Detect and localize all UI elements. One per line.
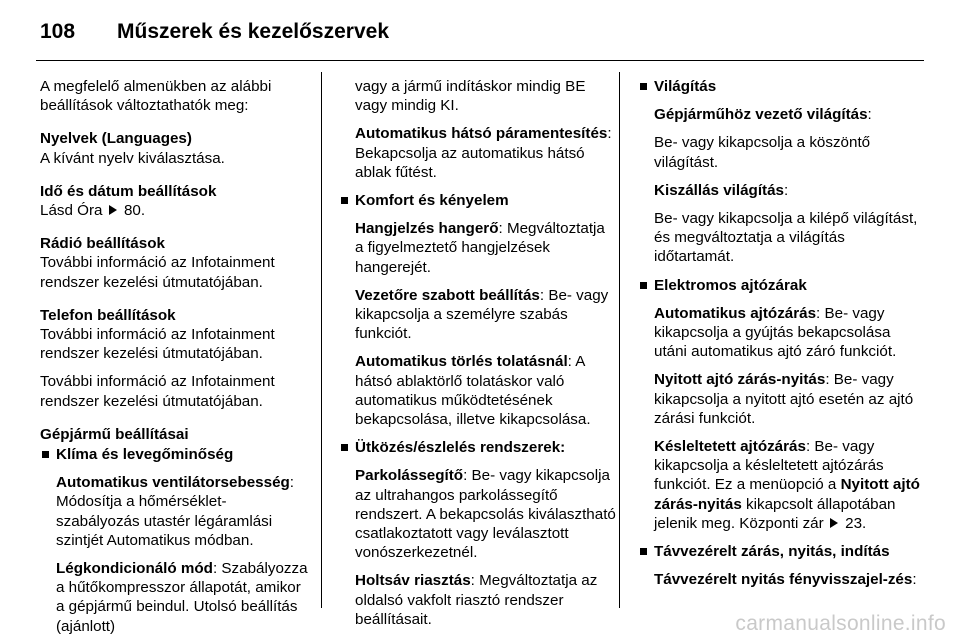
autolock-item: Automatikus ajtózárás: Be- vagy kikapcsolja a gyújtás bekapcsolása utáni automatikus ajtó záró funkciót. — [654, 304, 897, 361]
page-header — [40, 12, 389, 52]
rear-defog-item: Automatikus hátsó páramentesítés: Bekapcsolja az automatikus hátsó ablak fűtést. — [355, 125, 612, 181]
time-date-heading: Idő és dátum beállítások — [40, 182, 217, 200]
locator-text: Be- vagy kikapcsolja a köszöntő világítást. — [654, 134, 871, 171]
locator-item: Gépjárműhöz vezető világítás: — [654, 106, 872, 124]
intro-text: A megfelelő almenükben az alábbi beállítások változtathatók meg: — [40, 78, 272, 115]
radio-text: További információ az Infotainment rendszer kezelési útmutatójában. — [40, 254, 275, 291]
exit-item: Kiszállás világítás: — [654, 181, 789, 199]
page-title: Műszerek és kezelőszervek — [117, 20, 390, 43]
time-date-text: Lásd Óra 80. — [40, 202, 146, 220]
page-number: 108 — [40, 20, 76, 43]
radio-heading: Rádió beállítások — [40, 235, 165, 253]
phone-text: További információ az Infotainment rendszer kezelési útmutatójában. — [40, 373, 275, 410]
park-item: Parkolássegítő: Be- vagy kikapcsolja az ultrahangos parkolássegítő rendszert. A bekapcsolás kiválasztható csatlakoztatott vagy leválasztott vonószerkezetnél. — [355, 467, 616, 562]
page-reference-icon — [109, 205, 117, 215]
driver-item: Vezetőre szabott beállítás: Be- vagy kikapcsolja a személyre szabás funkciót. — [355, 286, 609, 343]
remote-heading: Távvezérelt zárás, nyitás, indítás — [638, 542, 923, 561]
phone-text: További információ az Infotainment rendszer kezelési útmutatójában. — [40, 326, 275, 363]
column-divider — [619, 72, 620, 608]
blind-item: Holtsáv riasztás: Megváltoztatja az oldalsó vakfolt riasztó rendszer beállításait. — [355, 572, 598, 628]
watermark: carmanualsonline.info — [735, 612, 946, 635]
ac-item: Légkondicionáló mód: Szabályozza a hűtőkompresszor állapotát, amikor a gépjármű beindul. Utolsó beállítás (ajánlott) — [56, 560, 308, 635]
fan-item: Automatikus ventilátorsebesség: Módosítja a hőmérséklet-szabályozás utastér légáramlási szintjét Automatikus módban. — [56, 474, 295, 549]
ac-continuation: vagy a jármű indításkor mindig BE vagy mindig KI. — [355, 78, 586, 115]
column-divider — [321, 72, 322, 608]
wiper-item: Automatikus törlés tolatásnál: A hátsó ablaktörlő tolatáskor való automatikus működtetésének bekapcsolása, illetve kikapcsolása. — [355, 353, 591, 429]
locks-heading: Elektromos ajtózárak — [638, 276, 923, 295]
column-1 — [40, 77, 310, 636]
chime-item: Hangjelzés hangerő: Megváltoztatja a figyelmeztető hangjelzések hangerejét. — [355, 220, 605, 276]
remote-feedback-item: Távvezérelt nyitás fényvisszajel-zés: — [654, 571, 917, 589]
header-rule — [36, 60, 924, 61]
delay-item: Késleltetett ajtózárás: Be- vagy kikapcsolja a késleltetett ajtózárás funkciót. Ez a menüopció a Nyitott ajtó zárás-nyitás kikapcsolt állapotában jelenik meg. Központi zár 23. — [654, 438, 920, 532]
comfort-heading: Komfort és kényelem — [339, 191, 617, 210]
languages-text: A kívánt nyelv kiválasztása. — [40, 149, 225, 167]
lighting-heading: Világítás — [638, 77, 923, 96]
column-3 — [638, 77, 923, 589]
collision-heading: Ütközés/észlelés rendszerek: — [339, 438, 617, 457]
vehicle-settings-heading: Gépjármű beállításai — [40, 425, 189, 443]
openlock-item: Nyitott ajtó zárás-nyitás: Be- vagy kikapcsolja a nyitott ajtó esetén az ajtó zárási funkciót. — [654, 371, 914, 427]
phone-heading: Telefon beállítások — [40, 306, 176, 324]
column-2 — [355, 77, 617, 629]
exit-text: Be- vagy kikapcsolja a kilépő világítást, és megváltoztatja a világítás időtartamát. — [654, 210, 918, 266]
languages-heading: Nyelvek (Languages) — [40, 130, 192, 148]
page-reference-icon — [830, 518, 838, 528]
climate-heading: Klíma és levegőminőség — [40, 445, 310, 464]
